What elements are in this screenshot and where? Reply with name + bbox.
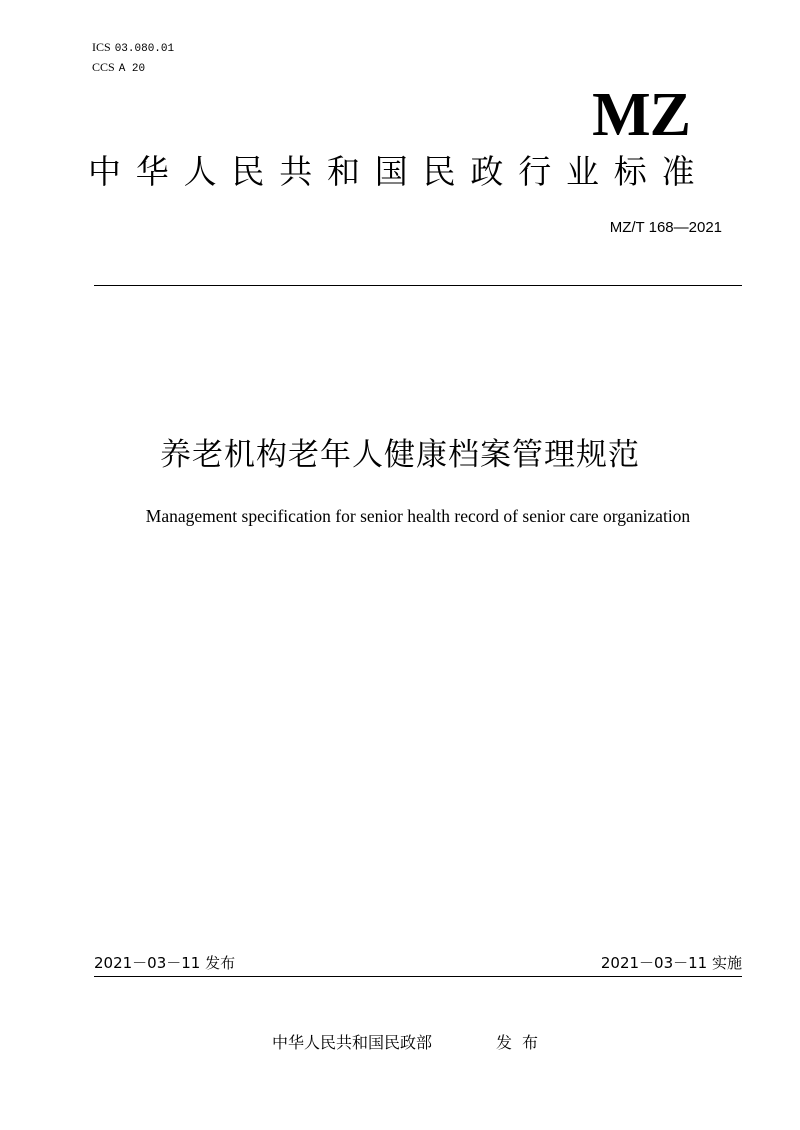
issuer-action: 发布 xyxy=(496,1033,549,1052)
implementation-date: 2021－03－11 实施 xyxy=(600,954,742,972)
standard-type-heading: 中华人民共和国民政行业标准 xyxy=(88,152,710,191)
footer-divider xyxy=(94,976,742,977)
ccs-label: CCS xyxy=(92,60,115,74)
standard-number: MZ/T 168—2021 xyxy=(609,219,722,236)
issue-date: 2021－03－11 发布 xyxy=(94,954,236,972)
mz-logo: MZ xyxy=(592,81,690,149)
ccs-code: A 20 xyxy=(118,63,146,75)
header-divider xyxy=(94,285,742,286)
ics-code: 03.080.01 xyxy=(114,43,175,55)
document-title-english: Management specification for senior health record of senior care organization xyxy=(145,506,691,526)
document-title-chinese: 养老机构老年人健康档案管理规范 xyxy=(160,437,640,473)
ics-classification xyxy=(92,40,174,56)
ics-label: ICS xyxy=(92,40,111,54)
ccs-classification xyxy=(92,60,145,76)
issuing-authority: 中华人民共和国民政部 xyxy=(272,1033,433,1052)
